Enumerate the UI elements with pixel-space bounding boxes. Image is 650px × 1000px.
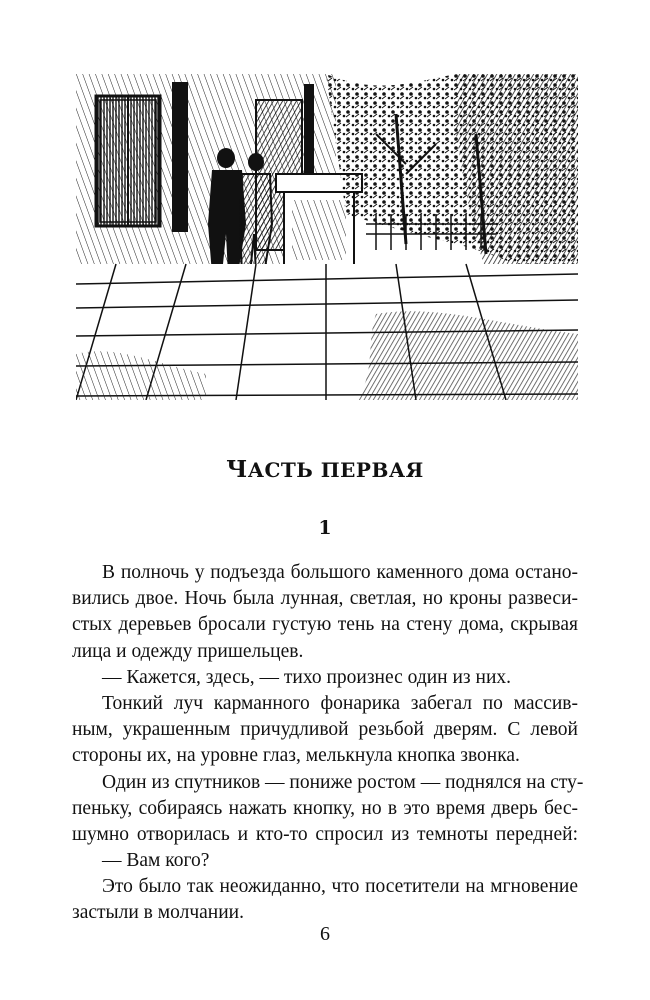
page-number: 6 — [320, 923, 330, 945]
text-line: пеньку, собираясь нажать кнопку, но в это время дверь бес- — [72, 797, 578, 819]
text-line: застыли в молчании. — [72, 902, 244, 924]
text-line: стых деревьев бросали густую тень на стену дома, скрывая — [72, 614, 578, 636]
text-line: Тонкий луч карманного фонарика забегал по массив- — [102, 692, 578, 714]
text-line: Это было так неожиданно, что посетители на мгновение — [102, 876, 578, 898]
text-line: стороны их, на уровне глаз, мелькнула кнопка звонка. — [72, 745, 520, 767]
body-text — [72, 560, 584, 927]
chapter-number: 1 — [318, 517, 332, 539]
text-line: — Вам кого? — [102, 850, 210, 872]
text-line: вились двое. Ночь была лунная, светлая, но кроны развеси- — [72, 588, 578, 610]
part-title — [0, 456, 650, 483]
text-line: шумно отворилась и кто-то спросил из темноты передней: — [72, 823, 578, 845]
text-line: ным, украшенным причудливой резьбой дверям. С левой — [72, 719, 578, 741]
part-title-first-letter: Ч — [226, 456, 248, 483]
text-line: лица и одежду пришельцев. — [72, 640, 304, 662]
part-title-rest: АСТЬ ПЕРВАЯ — [247, 458, 424, 482]
chapter-illustration — [76, 74, 578, 400]
text-line: Один из спутников — пониже ростом — поднялся на сту- — [102, 771, 584, 793]
text-line: — Кажется, здесь, — тихо произнес один из них. — [102, 666, 512, 688]
night-courtyard-illustration-icon — [76, 74, 578, 400]
text-line: В полночь у подъезда большого каменного дома остано- — [102, 562, 578, 583]
